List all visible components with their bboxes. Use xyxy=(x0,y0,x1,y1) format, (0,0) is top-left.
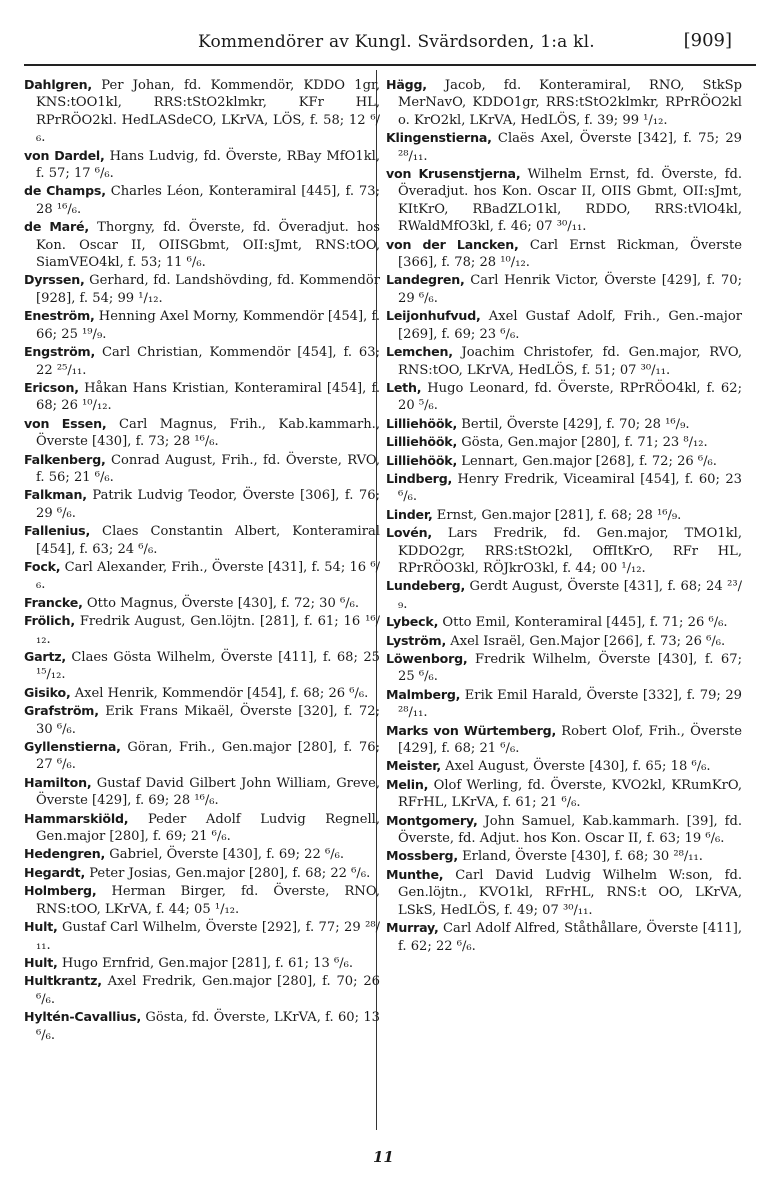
register-entry xyxy=(24,522,380,558)
page-title: Kommendörer av Kungl. Svärdsorden, 1:a kl. xyxy=(198,32,595,52)
entry-surname: Lundeberg, xyxy=(386,578,466,594)
entry-surname: Mossberg, xyxy=(386,848,458,864)
entry-surname: Falkman, xyxy=(24,487,87,503)
entry-surname: Hägg, xyxy=(386,77,427,92)
register-entry xyxy=(24,271,380,307)
entry-surname: Lybeck, xyxy=(386,614,439,630)
left-column xyxy=(24,76,380,1044)
entry-surname: Gartz, xyxy=(24,649,66,664)
register-entry xyxy=(386,650,742,686)
entry-surname: Gyllenstierna, xyxy=(24,739,121,755)
entry-surname: von der Lancken, xyxy=(386,236,519,252)
register-entry xyxy=(386,524,742,577)
entry-details: Peder Adolf Ludvig Regnell, Gen.major [280], f. 69; 21 ⁶/₆. xyxy=(36,811,380,845)
entry-details: John Samuel, Kab.kammarh. [39], fd. Överste, fd. Adjut. hos Kon. Oscar II, f. 63; 19 ⁶/₆. xyxy=(398,813,742,847)
entry-surname: Fock, xyxy=(24,558,61,574)
entry-details: Claes Gösta Wilhelm, Överste [411], f. 68; 25 ¹⁵/₁₂. xyxy=(36,650,380,683)
entry-details: Ernst, Gen.major [281], f. 68; 28 ¹⁶/₉. xyxy=(436,507,682,523)
entry-details: Göran, Frih., Gen.major [280], f. 76; 27 ⁶/₆. xyxy=(36,740,380,773)
entry-surname: Malmberg, xyxy=(386,686,461,702)
register-entry xyxy=(386,236,742,272)
entry-surname: Dyrssen, xyxy=(24,272,85,288)
page-header xyxy=(0,32,784,62)
entry-details: Thorgny, fd. Överste, fd. Överadjut. hos Kon. Oscar II, OIISGbmt, OII:sJmt, RNS:tOO, SiamVEO4kl, f. 53; 11 ⁶/₆. xyxy=(36,220,380,271)
entry-surname: Meister, xyxy=(386,758,441,774)
entry-surname: Gisiko, xyxy=(24,684,71,700)
register-entry xyxy=(386,847,742,865)
register-entry xyxy=(24,810,380,846)
entry-surname: Klingenstierna, xyxy=(386,130,492,146)
entry-details: Hugo Leonard, fd. Överste, RPrRÖO4kl, f. 62; 20 ⁵/₆. xyxy=(398,380,742,414)
register-entry xyxy=(386,812,742,848)
entry-details: Bertil, Överste [429], f. 70; 28 ¹⁶/₉. xyxy=(461,416,690,432)
entry-surname: Lemchen, xyxy=(386,344,453,360)
entry-details: Gösta, fd. Överste, LKrVA, f. 60; 13 ⁶/₆. xyxy=(36,1010,380,1043)
entry-details: Lars Fredrik, fd. Gen.major, TMO1kl, KDDO2gr, RRS:tStO2kl, OffItKrO, RFr HL, RPrRÖO3kl, RÖJkrO3kl, f. 44; 00 ¹/₁₂. xyxy=(398,526,742,576)
register-entry xyxy=(386,577,742,613)
entry-details: Axel Israël, Gen.Major [266], f. 73; 26 ⁶/₆. xyxy=(450,633,726,649)
entry-details: Joachim Christofer, fd. Gen.major, RVO, RNS:tOO, LKrVA, HedLÖS, f. 51; 07 ³⁰/₁₁. xyxy=(398,345,742,378)
register-entry xyxy=(24,972,380,1008)
entry-details: Gerhard, fd. Landshövding, fd. Kommendör [928], f. 54; 99 ¹/₁₂. xyxy=(36,273,380,306)
entry-surname: de Champs, xyxy=(24,183,106,199)
register-entry xyxy=(24,182,380,218)
entry-details: Fredrik Wilhelm, Överste [430], f. 67; 25 ⁶/₆. xyxy=(398,652,742,685)
entry-details: Claës Axel, Överste [342], f. 75; 29 ²⁸/₁₁. xyxy=(398,131,742,164)
entry-surname: Leth, xyxy=(386,379,422,395)
register-entry xyxy=(24,918,380,954)
entry-surname: Lilliehöök, xyxy=(386,415,458,431)
entry-surname: Francke, xyxy=(24,594,83,610)
right-column xyxy=(386,76,742,955)
entry-surname: Melin, xyxy=(386,776,429,792)
entry-surname: Hammarskiöld, xyxy=(24,810,129,826)
register-entry xyxy=(24,415,380,451)
entry-surname: Marks von Würtemberg, xyxy=(386,722,557,738)
entry-surname: von Essen, xyxy=(24,415,107,431)
entry-details: Carl Adolf Alfred, Ståthållare, Överste [411], f. 62; 22 ⁶/₆. xyxy=(398,921,742,954)
entry-surname: Engström, xyxy=(24,344,96,360)
register-entry xyxy=(24,612,380,648)
entry-details: Axel Fredrik, Gen.major [280], f. 70; 26 ⁶/₆. xyxy=(36,974,380,1007)
entry-surname: Landegren, xyxy=(386,272,465,288)
register-entry xyxy=(386,415,742,433)
register-entry xyxy=(386,343,742,379)
header-rule xyxy=(24,64,756,66)
entry-surname: Grafström, xyxy=(24,703,99,719)
register-entry xyxy=(24,147,380,183)
register-entry xyxy=(386,165,742,236)
register-entry xyxy=(24,451,380,487)
register-entry xyxy=(24,882,380,918)
entry-details: Patrik Ludvig Teodor, Överste [306], f. 76; 29 ⁶/₆. xyxy=(36,488,380,521)
entry-details: Per Johan, fd. Kommendör, KDDO 1gr, KNS:tOO1kl, RRS:tStO2klmkr, KFr HL, RPrRÖO2kl. HedLASdeCO, LKrVA, LÖS, f. 58; 12 ⁶/₆. xyxy=(36,78,380,146)
entry-details: Jacob, fd. Konteramiral, RNO, StkSp MerNavO, KDDO1gr, RRS:tStO2klmkr, RPrRÖO2kl o. KrO2kl, LKrVA, HedLÖS, f. 39; 99 ¹/₁₂. xyxy=(398,78,742,128)
entry-surname: Lindberg, xyxy=(386,470,453,486)
entry-surname: Löwenborg, xyxy=(386,651,468,666)
entry-details: Robert Olof, Frih., Överste [429], f. 68; 21 ⁶/₆. xyxy=(398,723,742,757)
entry-details: Axel Gustaf Adolf, Frih., Gen.-major [269], f. 69; 23 ⁶/₆. xyxy=(398,309,742,342)
register-entry xyxy=(386,433,742,451)
register-entry xyxy=(386,776,742,812)
register-entry xyxy=(24,954,380,972)
register-entry xyxy=(24,307,380,343)
entry-details: Olof Werling, fd. Överste, KVO2kl, KRumKrO, RFrHL, LKrVA, f. 61; 21 ⁶/₆. xyxy=(398,777,743,811)
entry-details: Peter Josias, Gen.major [280], f. 68; 22 ⁶/₆. xyxy=(89,865,371,881)
entry-details: Carl Henrik Victor, Överste [429], f. 70; 29 ⁶/₆. xyxy=(398,273,742,306)
entry-details: Erik Frans Mikaël, Överste [320], f. 72; 30 ⁶/₆. xyxy=(36,704,380,737)
entry-surname: Lilliehöök, xyxy=(386,434,458,450)
entry-surname: Murray, xyxy=(386,920,439,936)
register-entry xyxy=(386,76,742,129)
entry-surname: Lovén, xyxy=(386,525,432,541)
register-entry xyxy=(386,613,742,631)
register-entry xyxy=(386,307,742,343)
register-entry xyxy=(24,486,380,522)
entry-details: Carl Christian, Kommendör [454], f. 63; 22 ²⁵/₁₁. xyxy=(36,345,380,378)
register-entry xyxy=(24,684,380,702)
register-entry xyxy=(24,864,380,882)
entry-surname: Hult, xyxy=(24,954,58,970)
entry-details: Håkan Hans Kristian, Konteramiral [454], f. 68; 26 ¹⁰/₁₂. xyxy=(36,380,380,414)
entry-details: Charles Léon, Konteramiral [445], f. 73; 28 ¹⁶/₆. xyxy=(36,184,380,217)
entry-surname: Fallenius, xyxy=(24,523,91,539)
register-entry xyxy=(386,722,742,758)
entry-details: Hans Ludvig, fd. Överste, RBay MfO1kl, f. 57; 17 ⁶/₆. xyxy=(36,148,380,182)
entry-surname: Leijonhufvud, xyxy=(386,308,481,324)
register-entry xyxy=(24,845,380,863)
register-entry xyxy=(24,702,380,738)
register-entry xyxy=(24,774,380,810)
entry-details: Axel August, Överste [430], f. 65; 18 ⁶/₆. xyxy=(445,759,711,775)
register-entry xyxy=(24,738,380,774)
register-entry xyxy=(24,558,380,594)
entry-surname: Dahlgren, xyxy=(24,77,92,92)
entry-surname: Hamilton, xyxy=(24,774,92,790)
entry-details: Erik Emil Harald, Överste [332], f. 79; 29 ²⁸/₁₁. xyxy=(398,687,742,721)
entry-details: Axel Henrik, Kommendör [454], f. 68; 26 ⁶/₆. xyxy=(74,685,369,701)
entry-details: Gustaf David Gilbert John William, Greve, Överste [429], f. 69; 28 ¹⁶/₆. xyxy=(36,775,380,809)
register-entry xyxy=(386,866,742,919)
entry-details: Carl David Ludvig Wilhelm W:son, fd. Gen.löjtn., KVO1kl, RFrHL, RNS:t OO, LKrVA, LSkS, HedLÖS, f. 49; 07 ³⁰/₁₁. xyxy=(398,867,742,918)
entry-details: Wilhelm Ernst, fd. Överste, fd. Överadjut. hos Kon. Oscar II, OIIS Gbmt, OII:sJmt, KItKrO, RBadZLO1kl, RDDO, RRS:tVlO4kl, RWaldMfO3kl, f. 46; 07 ³⁰/₁₁. xyxy=(398,167,742,235)
entry-surname: Linder, xyxy=(386,506,433,522)
entry-details: Lennart, Gen.major [268], f. 72; 26 ⁶/₆. xyxy=(461,453,717,469)
register-entry xyxy=(386,271,742,307)
entry-details: Carl Ernst Rickman, Överste [366], f. 78; 28 ¹⁰/₁₂. xyxy=(398,237,742,271)
entry-surname: Eneström, xyxy=(24,308,95,324)
register-entry xyxy=(386,379,742,415)
entry-surname: von Krusenstjerna, xyxy=(386,166,521,182)
entry-details: Herman Birger, fd. Överste, RNO, RNS:tOO, LKrVA, f. 44; 05 ¹/₁₂. xyxy=(36,884,380,917)
entry-surname: Hedengren, xyxy=(24,846,106,862)
entry-surname: Hult, xyxy=(24,919,58,935)
register-entry xyxy=(24,594,380,612)
register-entry xyxy=(24,648,380,684)
entry-details: Erland, Överste [430], f. 68; 30 ²⁸/₁₁. xyxy=(462,849,703,865)
register-entry xyxy=(386,452,742,470)
register-entry xyxy=(24,218,380,271)
register-entry xyxy=(386,919,742,955)
entry-surname: Lilliehöök, xyxy=(386,452,458,468)
entry-details: Carl Magnus, Frih., Kab.kammarh., Överste [430], f. 73; 28 ¹⁶/₆. xyxy=(36,416,380,450)
entry-surname: Hegardt, xyxy=(24,864,86,880)
page-number: [909] xyxy=(683,30,732,51)
entry-details: Otto Magnus, Överste [430], f. 72; 30 ⁶/₆. xyxy=(86,595,360,611)
entry-surname: Lyström, xyxy=(386,632,447,648)
register-entry xyxy=(386,506,742,524)
entry-details: Otto Emil, Konteramiral [445], f. 71; 26 ⁶/₆. xyxy=(442,615,728,631)
entry-details: Henning Axel Morny, Kommendör [454], f. 66; 25 ¹⁹/₉. xyxy=(36,309,380,342)
entry-details: Gabriel, Överste [430], f. 69; 22 ⁶/₆. xyxy=(109,847,345,863)
entry-details: Carl Alexander, Frih., Överste [431], f. 54; 16 ⁶/₆. xyxy=(36,559,380,593)
entry-surname: Hultkrantz, xyxy=(24,973,102,989)
entry-details: Gerdt August, Överste [431], f. 68; 24 ²³/₉. xyxy=(398,579,742,612)
entry-surname: Falkenberg, xyxy=(24,451,106,467)
entry-details: Henry Fredrik, Viceamiral [454], f. 60; 23 ⁶/₆. xyxy=(398,471,742,505)
page-signature: 11 xyxy=(373,1148,394,1166)
entry-surname: de Maré, xyxy=(24,219,89,235)
entry-surname: von Dardel, xyxy=(24,147,105,163)
entry-details: Hugo Ernfrid, Gen.major [281], f. 61; 13 ⁶/₆. xyxy=(61,955,354,971)
entry-surname: Holmberg, xyxy=(24,883,97,899)
register-entry xyxy=(24,76,380,147)
entry-details: Gösta, Gen.major [280], f. 71; 23 ⁸/₁₂. xyxy=(461,435,708,451)
register-entry xyxy=(24,379,380,415)
entry-surname: Frölich, xyxy=(24,613,75,629)
register-entry xyxy=(24,343,380,379)
entry-details: Fredrik August, Gen.löjtn. [281], f. 61; 16 ¹⁶/₁₂. xyxy=(36,614,381,647)
register-entry xyxy=(386,686,742,722)
entry-details: Conrad August, Frih., fd. Överste, RVO, f. 56; 21 ⁶/₆. xyxy=(36,452,380,485)
register-entry xyxy=(386,757,742,775)
entry-surname: Montgomery, xyxy=(386,812,478,828)
entry-details: Claes Constantin Albert, Konteramiral [454], f. 63; 24 ⁶/₆. xyxy=(36,524,380,557)
register-entry xyxy=(386,470,742,506)
entry-details: Gustaf Carl Wilhelm, Överste [292], f. 77; 29 ²⁸/₁₁. xyxy=(36,920,380,953)
register-entry xyxy=(24,1008,380,1044)
register-entry xyxy=(386,632,742,650)
register-entry xyxy=(386,129,742,165)
entry-surname: Ericson, xyxy=(24,379,79,395)
entry-surname: Hyltén-Cavallius, xyxy=(24,1009,142,1025)
entry-surname: Munthe, xyxy=(386,866,444,882)
